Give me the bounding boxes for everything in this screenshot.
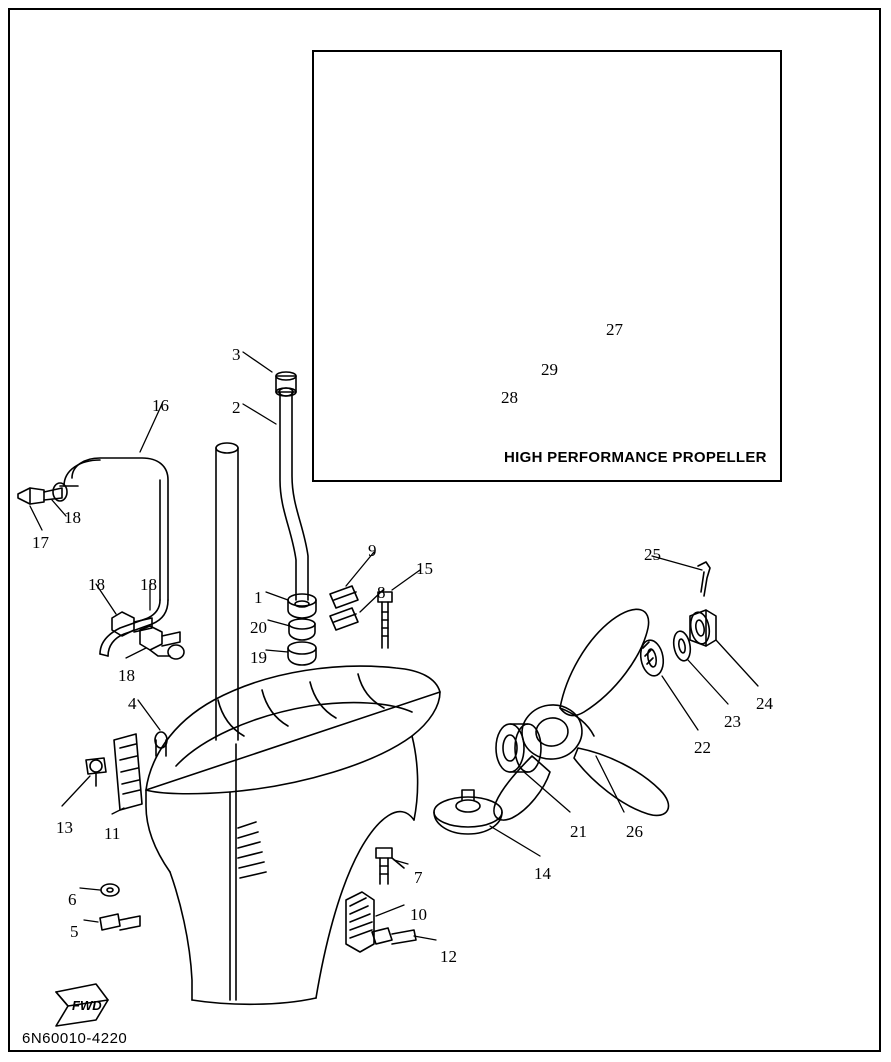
callout-number: 27 [606, 320, 623, 339]
callout-number: 18 [140, 575, 157, 594]
callout-number: 29 [541, 360, 558, 379]
high-performance-propeller-inset [312, 50, 782, 482]
callout-number: 20 [250, 618, 267, 637]
callout-number: 26 [626, 822, 643, 841]
callout-number: 2 [232, 398, 241, 417]
callout-number: 9 [368, 541, 377, 560]
callout-number: 17 [32, 533, 49, 552]
callout-number: 23 [724, 712, 741, 731]
callout-number: 28 [501, 388, 518, 407]
callout-number: 7 [414, 868, 423, 887]
callout-number: 11 [104, 824, 121, 843]
callout-number: 13 [56, 818, 73, 837]
callout-number: 10 [410, 905, 427, 924]
callout-number: 6 [68, 890, 77, 909]
callout-number: 22 [694, 738, 711, 757]
part-code-label: 6N60010-4220 [22, 1030, 128, 1047]
callout-number: 18 [64, 508, 81, 527]
callout-number: 14 [534, 864, 551, 883]
callout-number: 25 [644, 545, 661, 564]
callout-number: 19 [250, 648, 267, 667]
callout-number: 3 [232, 345, 241, 364]
callout-number: 24 [756, 694, 773, 713]
callout-number: 21 [570, 822, 587, 841]
inset-title: HIGH PERFORMANCE PROPELLER [504, 449, 767, 466]
callout-number: 15 [416, 559, 433, 578]
callout-number: 1 [254, 588, 263, 607]
callout-number: 12 [440, 947, 457, 966]
callout-number: 5 [70, 922, 79, 941]
callout-number: 18 [118, 666, 135, 685]
fwd-direction-label: FWD [72, 998, 102, 1013]
callout-number: 4 [128, 694, 137, 713]
callout-number: 18 [88, 575, 105, 594]
callout-number: 16 [152, 396, 169, 415]
callout-number: 8 [377, 583, 386, 602]
